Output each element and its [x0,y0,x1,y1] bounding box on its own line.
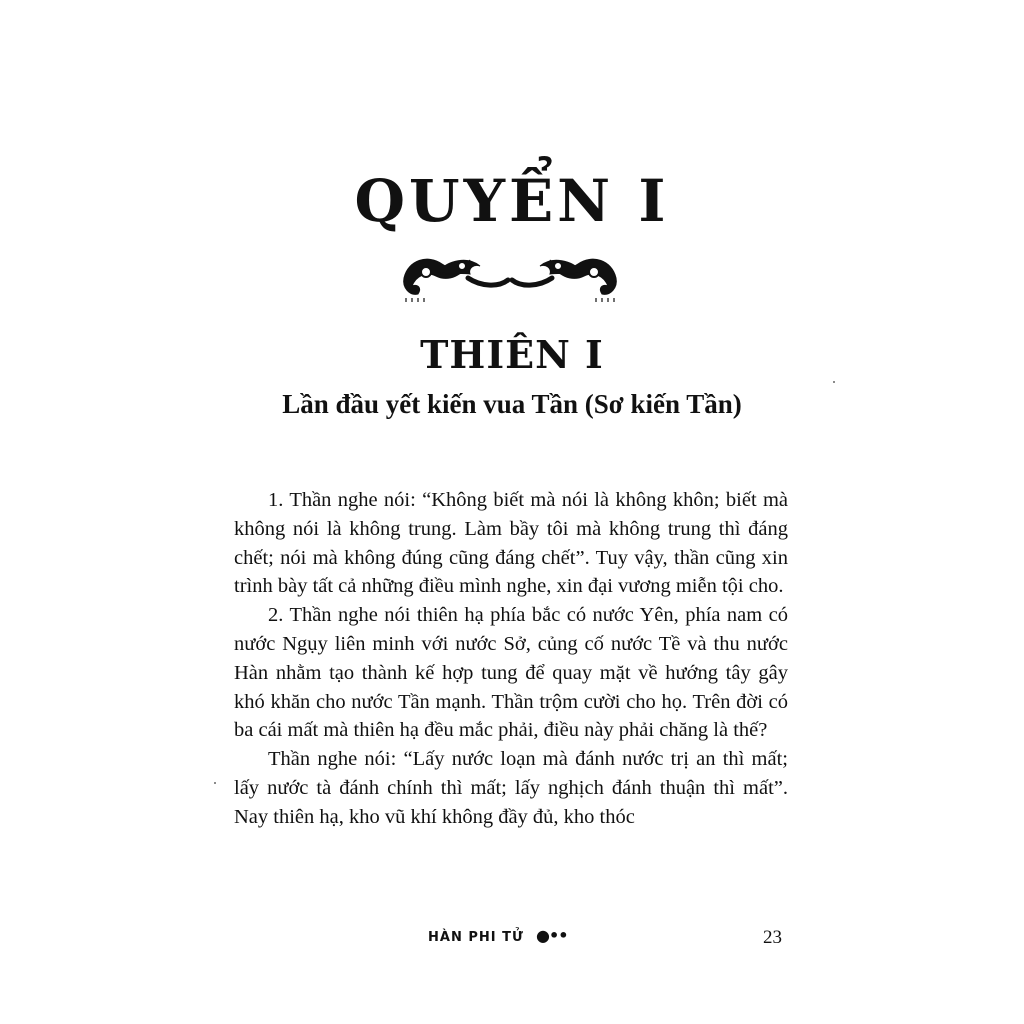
page-number: 23 [763,927,782,948]
running-title: HÀN PHI TỬ [428,930,524,945]
print-speck [214,782,216,784]
paragraph-1: 1. Thần nghe nói: “Không biết mà nói là không khôn; biết mà không nói là không trung. Làm bầy tôi mà không trung thì đáng chết; nói mà không đúng cũng đáng chết”. Tuy vậy, thần cũng xin trình bày tất cả những điều mình nghe, xin đại vương miễn tội cho. [234,489,788,598]
footer-marker: ●•• [536,926,568,945]
paragraph-3: Thần nghe nói: “Lấy nước loạn mà đánh nước trị an thì mất; lấy nước tà đánh chính thì mất; lấy nghịch đánh thuận thì mất”. Nay thiên hạ, kho vũ khí không đầy đủ, kho thóc [234,748,788,828]
print-speck [833,381,835,383]
section-title: THIÊN I [420,332,604,377]
body-text [234,486,788,832]
paragraph-2: 2. Thần nghe nói thiên hạ phía bắc có nước Yên, phía nam có nước Ngụy liên minh với nước Sở, củng cố nước Tề và thu nước Hàn nhằm tạo thành kế hợp tung để quay mặt về hướng tây gây khó khăn cho nước Tần mạnh. Thần trộm cười cho họ. Trên đời có ba cái mất mà thiên hạ đều mắc phải, điều này phải chăng là thế? [234,604,788,742]
ornament-divider-icon [398,242,622,306]
section-subtitle: Lần đầu yết kiến vua Tần (Sơ kiến Tần) [282,389,742,419]
volume-title: QUYỂN I [354,167,670,235]
